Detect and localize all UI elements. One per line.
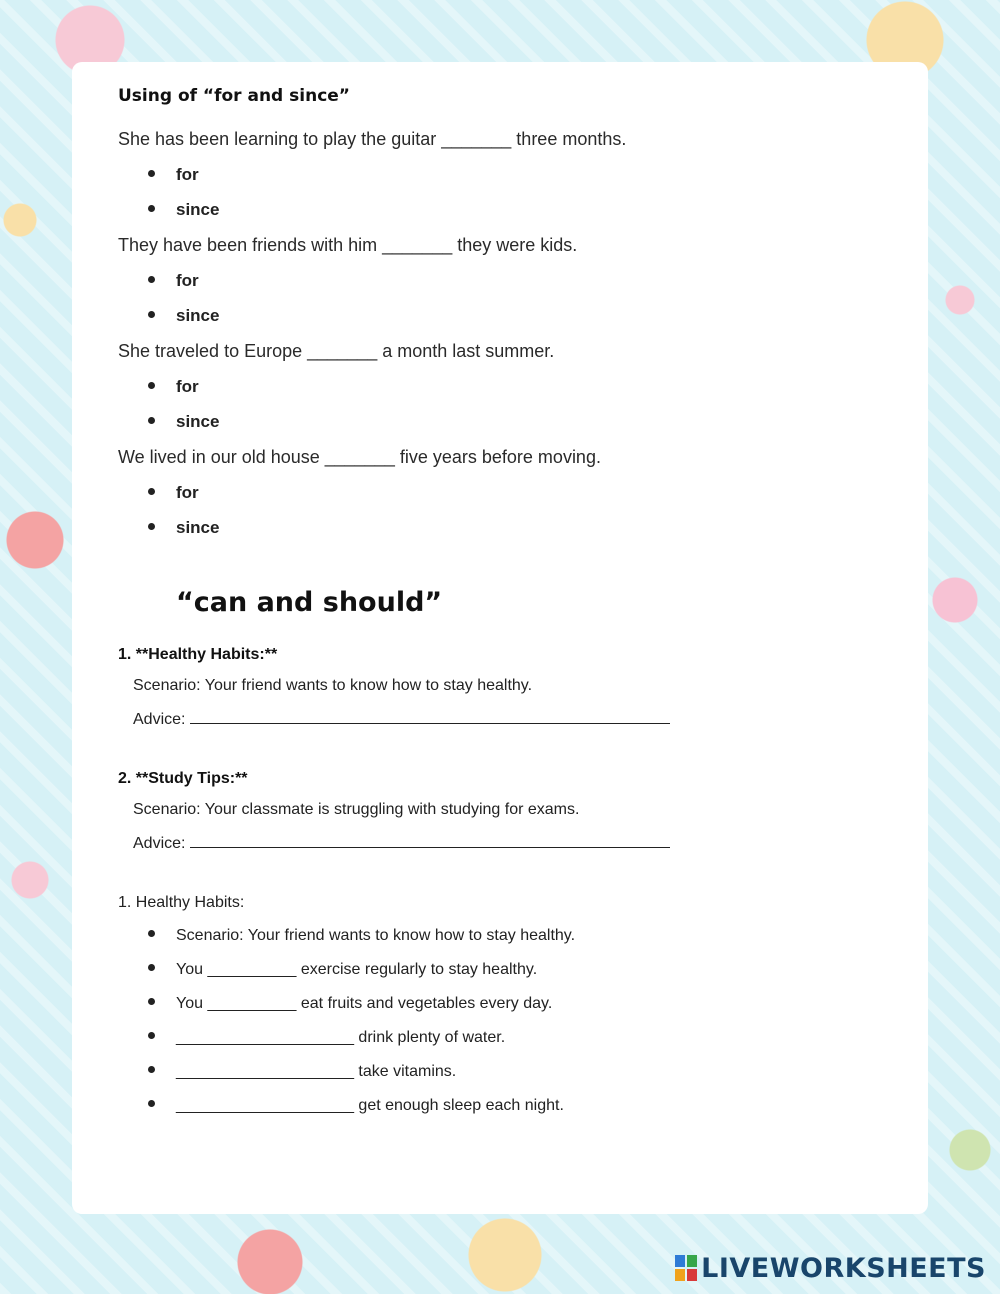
option-q1-since[interactable]: since [148,200,219,220]
bullet-dot-icon [148,964,155,971]
bullet-dot-icon [148,1100,155,1107]
option-q3-since[interactable]: since [148,412,219,432]
advice-row [133,832,670,853]
bullet-dot-icon [148,488,155,495]
option-q2-since[interactable]: since [148,306,219,326]
option-q2-for[interactable]: for [148,271,199,291]
advice-label: Advice: [133,835,186,852]
list-item[interactable]: ____________________ take vitamins. [148,1063,456,1081]
option-q3-for[interactable]: for [148,377,199,397]
bullet-dot-icon [148,1032,155,1039]
option-q1-for[interactable]: for [148,165,199,185]
list-item[interactable]: ____________________ get enough sleep each night. [148,1097,564,1115]
bullet-dot-icon [148,382,155,389]
bullet-dot-icon [148,998,155,1005]
bullet-dot-icon [148,930,155,937]
bullet-dot-icon [148,1066,155,1073]
advice-row [133,708,670,729]
section-title-can-should: “can and should” [176,587,443,618]
question-3: She traveled to Europe _______ a month last summer. [118,341,555,361]
list-item[interactable]: You __________ eat fruits and vegetables every day. [148,995,552,1013]
list-item[interactable]: ____________________ drink plenty of water. [148,1029,505,1047]
bullet-dot-icon [148,205,155,212]
option-q4-since[interactable]: since [148,518,219,538]
question-4: We lived in our old house _______ five years before moving. [118,447,601,467]
bullet-dot-icon [148,170,155,177]
bullet-dot-icon [148,276,155,283]
advice-label: Advice: [133,711,186,728]
liveworksheets-logo[interactable] [675,1252,986,1284]
advice-answer-field[interactable] [190,832,670,848]
question-1: She has been learning to play the guitar _______ three months. [118,129,627,149]
item-heading-study-tips: 2. **Study Tips:** [118,770,248,787]
bullet-dot-icon [148,523,155,530]
option-q4-for[interactable]: for [148,483,199,503]
list-item[interactable]: You __________ exercise regularly to stay healthy. [148,961,537,979]
item-heading-healthy-habits: 1. **Healthy Habits:** [118,646,278,663]
advice-answer-field[interactable] [190,708,670,724]
logo-mark-icon [675,1255,697,1281]
bullet-dot-icon [148,311,155,318]
list-item: Scenario: Your friend wants to know how to stay healthy. [148,927,575,945]
question-2: They have been friends with him _______ they were kids. [118,235,578,255]
section-title-for-since: Using of “for and since” [118,86,350,106]
bullet-dot-icon [148,417,155,424]
logo-text: LIVEWORKSHEETS [701,1252,986,1284]
scenario-text: Scenario: Your classmate is struggling with studying for exams. [133,801,580,818]
healthy-habits-heading: 1. Healthy Habits: [118,894,245,911]
scenario-text: Scenario: Your friend wants to know how to stay healthy. [133,677,533,694]
